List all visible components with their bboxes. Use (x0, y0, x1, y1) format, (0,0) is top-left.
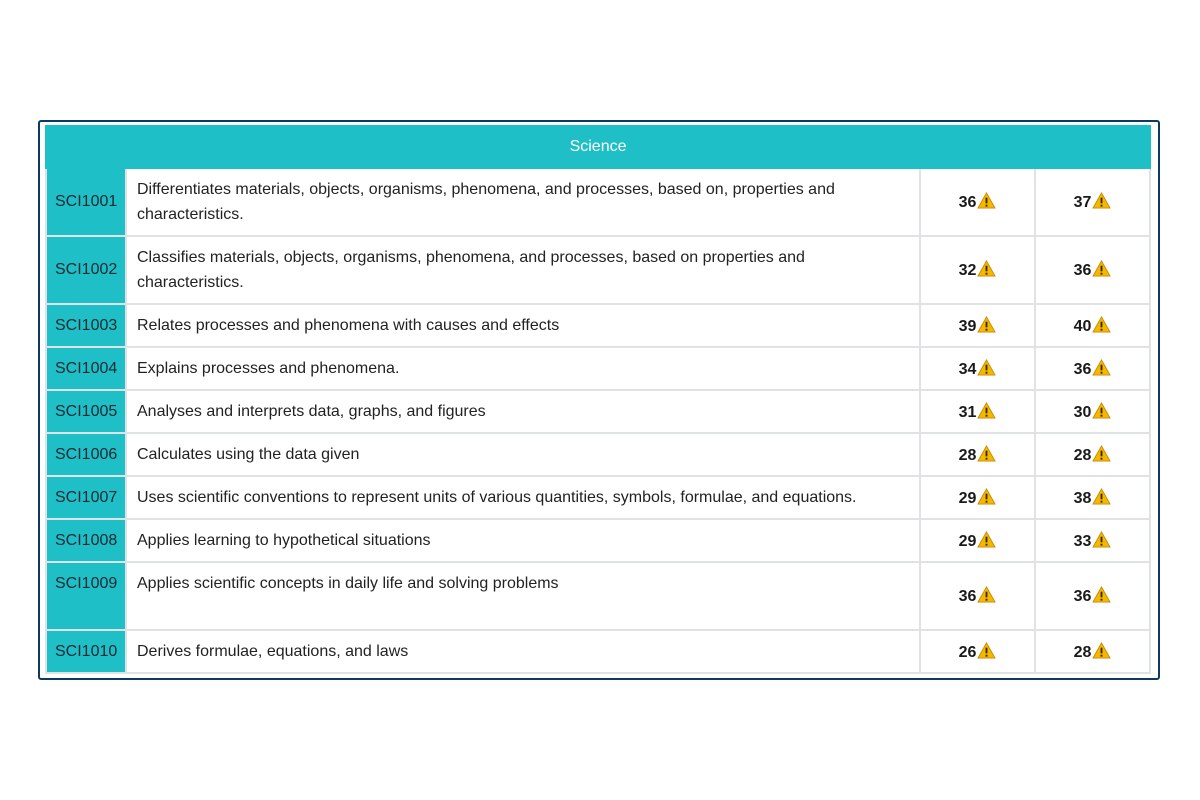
warning-icon (977, 531, 996, 548)
table-row (46, 390, 1150, 433)
score-cell (1035, 519, 1150, 562)
warning-icon (1092, 586, 1111, 603)
score-value: 36 (958, 194, 977, 211)
score-cell (920, 562, 1035, 630)
table-row (46, 562, 1150, 630)
score-cell (1035, 236, 1150, 304)
warning-icon (977, 586, 996, 603)
score-cell (1035, 562, 1150, 630)
score-cell (1035, 476, 1150, 519)
competency-code: SCI1004 (46, 347, 126, 390)
table-row (46, 630, 1150, 673)
competency-description: Differentiates materials, objects, organisms, phenomena, and processes, based on, properties and characteristics. (126, 168, 920, 236)
competency-description: Analyses and interprets data, graphs, and figures (126, 390, 920, 433)
score-cell (920, 304, 1035, 347)
score-value: 30 (1073, 403, 1092, 421)
score-value: 28 (1073, 643, 1092, 661)
competency-description: Applies scientific concepts in daily life and solving problems (126, 562, 920, 630)
score-cell (920, 476, 1035, 519)
warning-icon (1092, 260, 1111, 277)
score-cell (920, 347, 1035, 390)
warning-icon (977, 402, 996, 419)
table-row (46, 347, 1150, 390)
score-value: 39 (958, 317, 977, 335)
table-row (46, 304, 1150, 347)
score-cell (1035, 168, 1150, 236)
score-value: 37 (1073, 194, 1092, 211)
competency-description: Explains processes and phenomena. (126, 347, 920, 390)
warning-icon (977, 192, 996, 209)
table-row (46, 476, 1150, 519)
score-value: 36 (1073, 588, 1092, 605)
score-value: 36 (1073, 360, 1092, 378)
competency-description: Applies learning to hypothetical situations (126, 519, 920, 562)
competency-description: Uses scientific conventions to represent units of various quantities, symbols, formulae, and equations. (126, 476, 920, 519)
section-title: Science (46, 126, 1150, 168)
warning-icon (1092, 192, 1111, 209)
warning-icon (1092, 445, 1111, 462)
warning-icon (977, 359, 996, 376)
score-value: 38 (1073, 489, 1092, 507)
table-row (46, 168, 1150, 236)
competency-code: SCI1008 (46, 519, 126, 562)
score-value: 29 (958, 532, 977, 550)
table-row (46, 519, 1150, 562)
competency-code: SCI1003 (46, 304, 126, 347)
competency-code: SCI1002 (46, 236, 126, 304)
competency-code: SCI1006 (46, 433, 126, 476)
score-value: 29 (958, 489, 977, 507)
competency-description: Derives formulae, equations, and laws (126, 630, 920, 673)
score-cell (920, 390, 1035, 433)
competency-description: Relates processes and phenomena with causes and effects (126, 304, 920, 347)
score-cell (1035, 347, 1150, 390)
score-value: 36 (1073, 262, 1092, 279)
table-row (46, 236, 1150, 304)
score-value: 26 (958, 643, 977, 661)
score-cell (920, 519, 1035, 562)
science-report-panel (38, 120, 1160, 680)
score-value: 33 (1073, 532, 1092, 550)
score-cell (920, 168, 1035, 236)
warning-icon (977, 260, 996, 277)
warning-icon (1092, 402, 1111, 419)
score-value: 28 (958, 446, 977, 464)
score-cell (1035, 390, 1150, 433)
score-cell (1035, 304, 1150, 347)
score-cell (1035, 630, 1150, 673)
competency-code: SCI1009 (46, 562, 126, 630)
table-row (46, 433, 1150, 476)
competency-code: SCI1005 (46, 390, 126, 433)
warning-icon (977, 445, 996, 462)
competency-code: SCI1001 (46, 168, 126, 236)
score-value: 28 (1073, 446, 1092, 464)
warning-icon (1092, 642, 1111, 659)
competency-description: Classifies materials, objects, organisms, phenomena, and processes, based on properties and characteristics. (126, 236, 920, 304)
warning-icon (977, 488, 996, 505)
table-header-row (46, 126, 1150, 168)
score-cell (920, 236, 1035, 304)
competency-description: Calculates using the data given (126, 433, 920, 476)
score-value: 31 (958, 403, 977, 421)
score-cell (920, 433, 1035, 476)
score-value: 34 (958, 360, 977, 378)
warning-icon (1092, 359, 1111, 376)
competency-code: SCI1007 (46, 476, 126, 519)
score-cell (1035, 433, 1150, 476)
score-value: 40 (1073, 317, 1092, 335)
score-value: 36 (958, 588, 977, 605)
score-cell (920, 630, 1035, 673)
warning-icon (1092, 531, 1111, 548)
warning-icon (1092, 488, 1111, 505)
science-competency-table (45, 125, 1151, 674)
competency-code: SCI1010 (46, 630, 126, 673)
warning-icon (977, 642, 996, 659)
score-value: 32 (958, 262, 977, 279)
warning-icon (1092, 316, 1111, 333)
warning-icon (977, 316, 996, 333)
